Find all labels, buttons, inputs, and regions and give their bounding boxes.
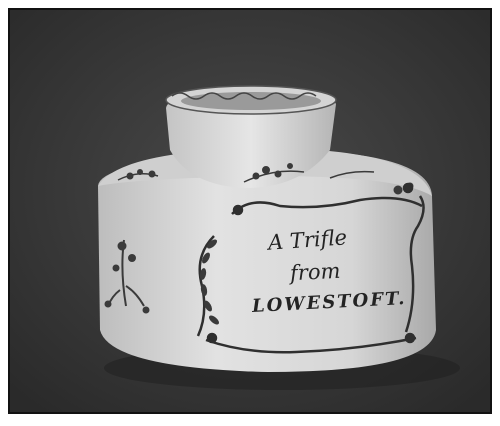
inscription-line-1: A Trifle [267, 225, 348, 255]
inscription-line-2: from [289, 258, 341, 286]
inscription-line-3: LOWESTOFT. [251, 287, 407, 318]
